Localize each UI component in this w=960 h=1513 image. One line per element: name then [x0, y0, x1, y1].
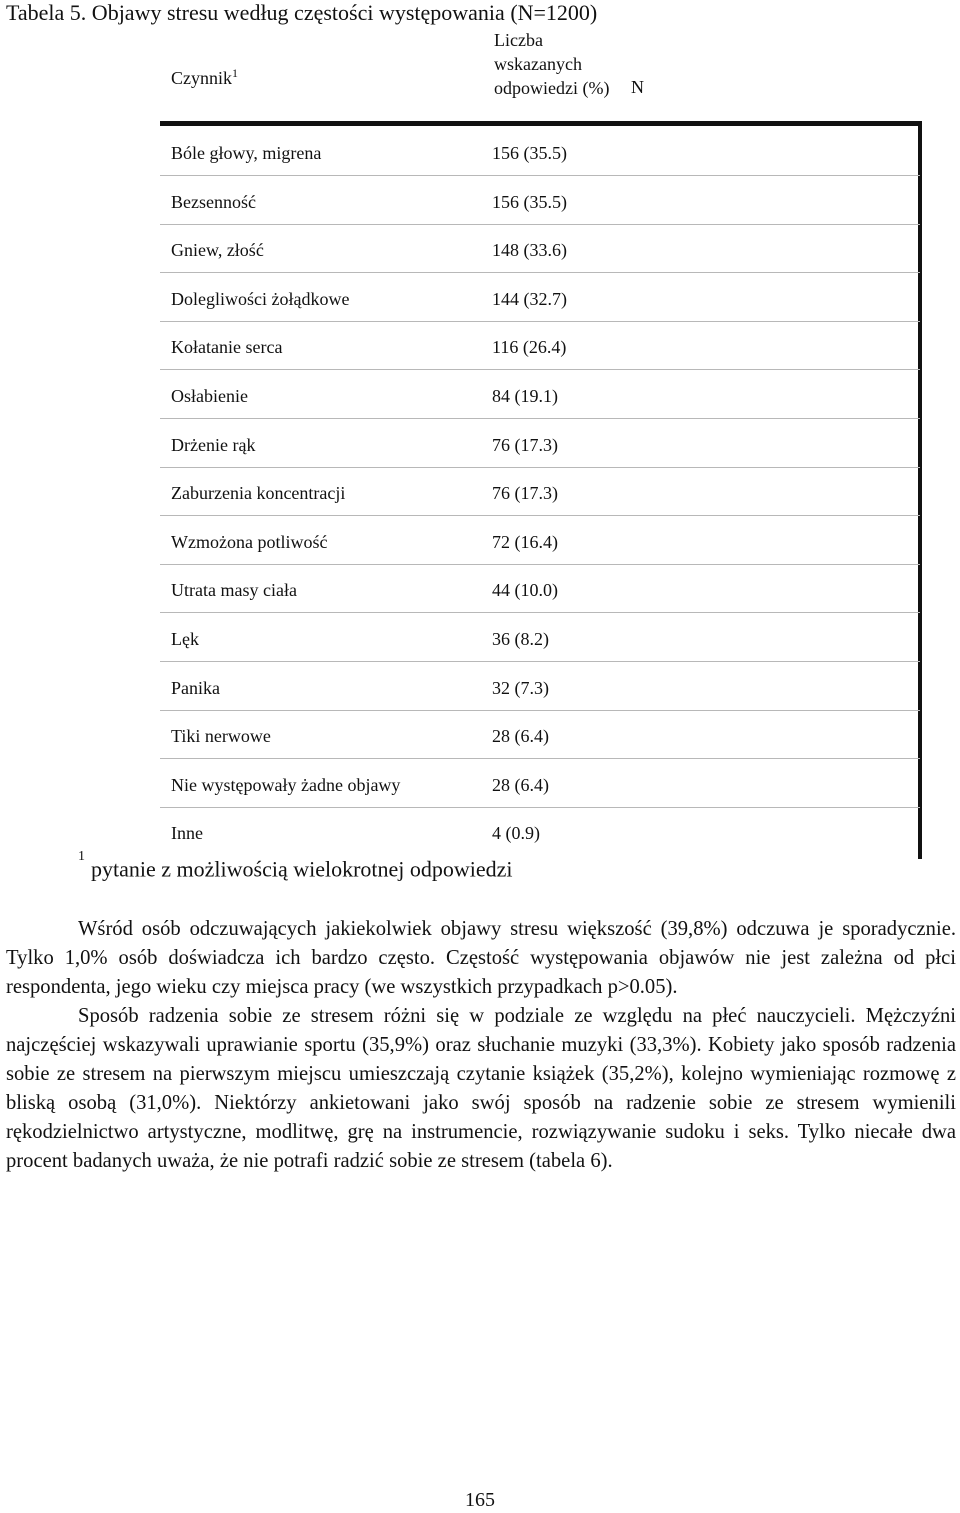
row-factor: Gniew, złość	[171, 240, 264, 261]
row-factor: Dolegliwości żołądkowe	[171, 288, 350, 309]
table-caption: Tabela 5. Objawy stresu według częstości występowania (N=1200)	[6, 0, 598, 25]
column-header-factor-label: Czynnik	[171, 68, 232, 88]
header-rule	[160, 121, 922, 126]
row-count: 72 (16.4)	[492, 531, 558, 552]
row-count: 28 (6.4)	[492, 726, 549, 747]
table-row	[160, 420, 920, 468]
table-row	[160, 468, 920, 516]
row-factor: Wzmożona potliwość	[171, 531, 328, 552]
row-count: 32 (7.3)	[492, 677, 549, 698]
table-row	[160, 322, 920, 370]
row-factor: Inne	[171, 823, 203, 844]
footnote-marker: 1	[78, 849, 85, 864]
row-count: 144 (32.7)	[492, 288, 567, 309]
column-header-n: N	[631, 77, 644, 97]
paragraph: Sposób radzenia sobie ze stresem różni się w podziale ze względu na płeć nauczycieli. Mężczyźni najczęściej wskazywali uprawianie sportu (35,9%) oraz słuchanie muzyki (33,3%). Kobiety jako sposób radzenia sobie ze stresem na pierwszym miejscu umieszczają czytanie książek (35,2%), kolejno wymieniając rozmowę z bliską osobą (31,0%). Niektórzy ankietowani jako swój sposób na radzenie sobie ze stresem wymienili rękodzielnictwo artystyczne, modlitwę, grę na instrumencie, rozwiązywanie sudoku i seks. Tylko niecałe dwa procent badanych uważa, że nie potrafi radzić sobie ze stresem (tabela 6).	[6, 1005, 956, 1172]
row-count: 76 (17.3)	[492, 483, 558, 504]
row-count: 36 (8.2)	[492, 629, 549, 649]
paragraph: Wśród osób odczuwających jakiekolwiek objawy stresu większość (39,8%) odczuwa je sporadycznie. Tylko 1,0% osób doświadcza ich bardzo często. Częstość występowania objawów nie jest zależna od płci respondenta, jego wieku czy miejsca pracy (we wszystkich przypadkach p>0.05).	[6, 918, 956, 998]
table-row	[160, 663, 920, 711]
row-factor: Utrata masy ciała	[171, 580, 297, 601]
table-footnote	[78, 849, 513, 882]
row-factor: Drżenie rąk	[171, 434, 256, 455]
body-text	[6, 915, 956, 1176]
column-header-factor	[171, 62, 238, 89]
row-factor: Lęk	[171, 629, 199, 649]
table-row	[160, 711, 920, 759]
table-row	[160, 225, 920, 273]
page-number: 165	[465, 1489, 495, 1511]
row-factor: Osłabienie	[171, 386, 248, 406]
table-row	[160, 177, 920, 225]
column-header-count: Liczba wskazanych odpowiedzi (%)	[494, 30, 610, 98]
footnote-reference: 1	[232, 66, 238, 80]
row-count: 116 (26.4)	[492, 337, 567, 358]
row-count: 156 (35.5)	[492, 191, 567, 212]
row-factor: Bóle głowy, migrena	[171, 143, 322, 163]
table-row	[160, 517, 920, 565]
row-count: 84 (19.1)	[492, 386, 558, 406]
row-count: 4 (0.9)	[492, 823, 540, 844]
row-factor: Tiki nerwowe	[171, 726, 271, 747]
row-count: 148 (33.6)	[492, 240, 567, 261]
table-row	[160, 614, 920, 662]
table-row	[160, 128, 920, 176]
row-count: 76 (17.3)	[492, 434, 558, 455]
table-row	[160, 371, 920, 419]
row-count: 28 (6.4)	[492, 774, 549, 795]
table-row	[160, 760, 920, 808]
table-row	[160, 565, 920, 613]
row-count: 44 (10.0)	[492, 580, 558, 601]
table-row	[160, 808, 920, 856]
row-count: 156 (35.5)	[492, 143, 567, 163]
row-factor: Zaburzenia koncentracji	[171, 483, 346, 504]
table-row	[160, 274, 920, 322]
row-factor: Nie występowały żadne objawy	[171, 774, 401, 795]
row-factor: Panika	[171, 677, 220, 698]
row-factor: Bezsenność	[171, 191, 256, 212]
footnote-text: pytanie z możliwością wielokrotnej odpowiedzi	[91, 856, 513, 882]
row-factor: Kołatanie serca	[171, 337, 283, 358]
